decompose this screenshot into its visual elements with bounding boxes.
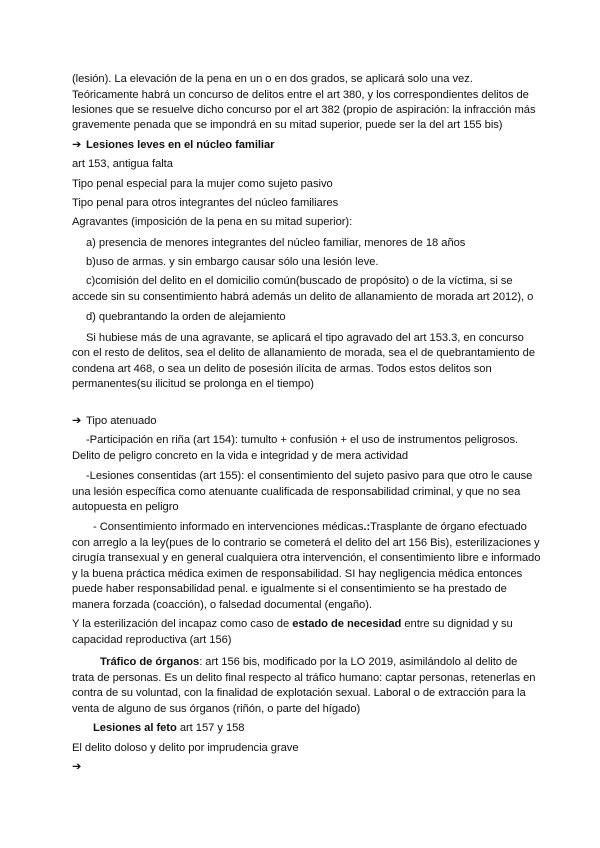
varias-agravantes-line-3: condena art 468, o sea un delito de posesión ilícita de armas. Todos estos delitos son (72, 363, 492, 375)
agravante-c-line-1: c)comisión del delito en el domicilio común(buscado de propósito) o de la víctima, si se (86, 275, 513, 287)
feto-heading-line (93, 722, 244, 735)
consentidas-line-2: una lesión específica como atenuante cualificada de responsabilidad criminal, y que no sea (72, 486, 521, 498)
incapaz-line-1-pre: Y la esterilización del incapaz como caso de (72, 618, 293, 630)
feto-line-2: El delito doloso y delito por imprudencia grave (72, 742, 299, 754)
agravante-d: d) quebrantando la orden de alejamiento (86, 311, 286, 323)
informado-line-1-punct: .: (363, 521, 371, 533)
trafico-line-2: trata de personas. Es un delito final respecto al tráfico humano: captar personas, retenerlas en (72, 672, 536, 684)
arrow-right-icon: ➔ (72, 415, 82, 427)
varias-agravantes-line-1: Si hubiese más de una agravante, se aplicará el tipo agravado del art 153.3, en concurso (86, 332, 524, 344)
consentidas-line-1: -Lesiones consentidas (art 155): el consentimiento del sujeto pasivo para que otro le cause (86, 470, 533, 482)
trafico-heading: Tráfico de órganos (100, 656, 200, 668)
informado-line-2: con arreglo a la ley(pues de lo contrario se cometerá el delito del art 156 Bis), esterilizaciones y (72, 537, 540, 549)
incapaz-line-1 (72, 618, 513, 631)
varias-agravantes-line-4: permanentes(su ilicitud se prolonga en el tiempo) (72, 378, 314, 390)
intro-line-4: gravemente penada que se impondrá en su mitad superior, puede ser la del art 155 bis) (72, 119, 503, 131)
informado-line-1-rest: Trasplante de órgano efectuado (370, 521, 527, 533)
intro-line-1: (lesión). La elevación de la pena en un o en dos grados, se aplicará solo una vez. (72, 73, 473, 85)
informado-line-4: y la buena práctica médica eximen de responsabilidad. SI hay negligencia médica entonces (72, 568, 523, 580)
intro-line-3: lesiones que se resuelve dicho concurso por el art 382 (propio de aspiración: la infracción más (72, 104, 536, 116)
heading-tipo-atenuado (72, 415, 156, 428)
varias-agravantes-line-2: con el resto de delitos, sea el delito de allanamiento de morada, sea el de quebrantamiento de (72, 347, 535, 359)
rina-line-2: Delito de peligro concreto en la vida e integridad y de mera actividad (72, 450, 409, 462)
trafico-line-1 (100, 656, 517, 669)
leves-tipo-otros: Tipo penal para otros integrantes del núcleo familiares (72, 197, 339, 209)
heading-tipo-atenuado-label: Tipo atenuado (86, 415, 157, 427)
estado-necesidad: estado de necesidad (292, 618, 402, 630)
feto-heading: Lesiones al feto (93, 722, 177, 734)
informado-line-5: puede haber responsabilidad penal. e igualmente si el consentimiento se ha prestado de (72, 583, 507, 595)
heading-lesiones-leves-label: Lesiones leves en el núcleo familiar (86, 139, 275, 151)
agravante-a: a) presencia de menores integrantes del núcleo familiar, menores de 18 años (86, 237, 466, 249)
informado-line-6: manera forzada (coacción), o falsedad documental (engaño). (72, 599, 372, 611)
agravante-c-line-2: accede sin su consentimiento habrá además un delito de allanamiento de morada art 2012), o (72, 291, 534, 303)
agravante-b: b)uso de armas. y sin embargo causar sólo una lesión leve. (86, 256, 379, 268)
leves-art: art 153, antigua falta (72, 158, 173, 170)
informado-line-1-start: - Consentimiento informado en intervenciones médicas (93, 521, 364, 533)
leves-agravantes: Agravantes (imposición de la pena en su mitad superior): (72, 216, 353, 228)
informado-line-3: cirugía transexual y en general cualquiera otra intervención, el consentimiento libre e informado (72, 552, 541, 564)
trafico-line-4: venta de alguno de sus órganos (riñón, o parte del hígado) (72, 703, 361, 715)
intro-line-2: Teóricamente habrá un concurso de delitos entre el art 380, y los correspondientes delitos de (72, 89, 529, 101)
trafico-line-3: contra de su voluntad, con la finalidad de explotación sexual. Laboral o de extracción para la (72, 687, 526, 699)
heading-lesiones-leves (72, 139, 274, 152)
informado-line-1 (93, 521, 527, 534)
incapaz-line-2: capacidad reproductiva (art 156) (72, 634, 232, 646)
feto-heading-rest: art 157 y 158 (176, 722, 245, 734)
incapaz-line-1-post: entre su dignidad y su (401, 618, 513, 630)
arrow-right-icon: ➔ (72, 761, 82, 773)
leves-tipo-mujer: Tipo penal especial para la mujer como sujeto pasivo (72, 178, 333, 190)
trafico-line-1-rest: : art 156 bis, modificado por la LO 2019, asimilándolo al delito de (199, 656, 518, 668)
rina-line-1: -Participación en riña (art 154): tumulto + confusión + el uso de instrumentos peligrosos. (86, 434, 519, 446)
arrow-right-icon: ➔ (72, 139, 82, 151)
consentidas-line-3: autopuesta en peligro (72, 501, 179, 513)
